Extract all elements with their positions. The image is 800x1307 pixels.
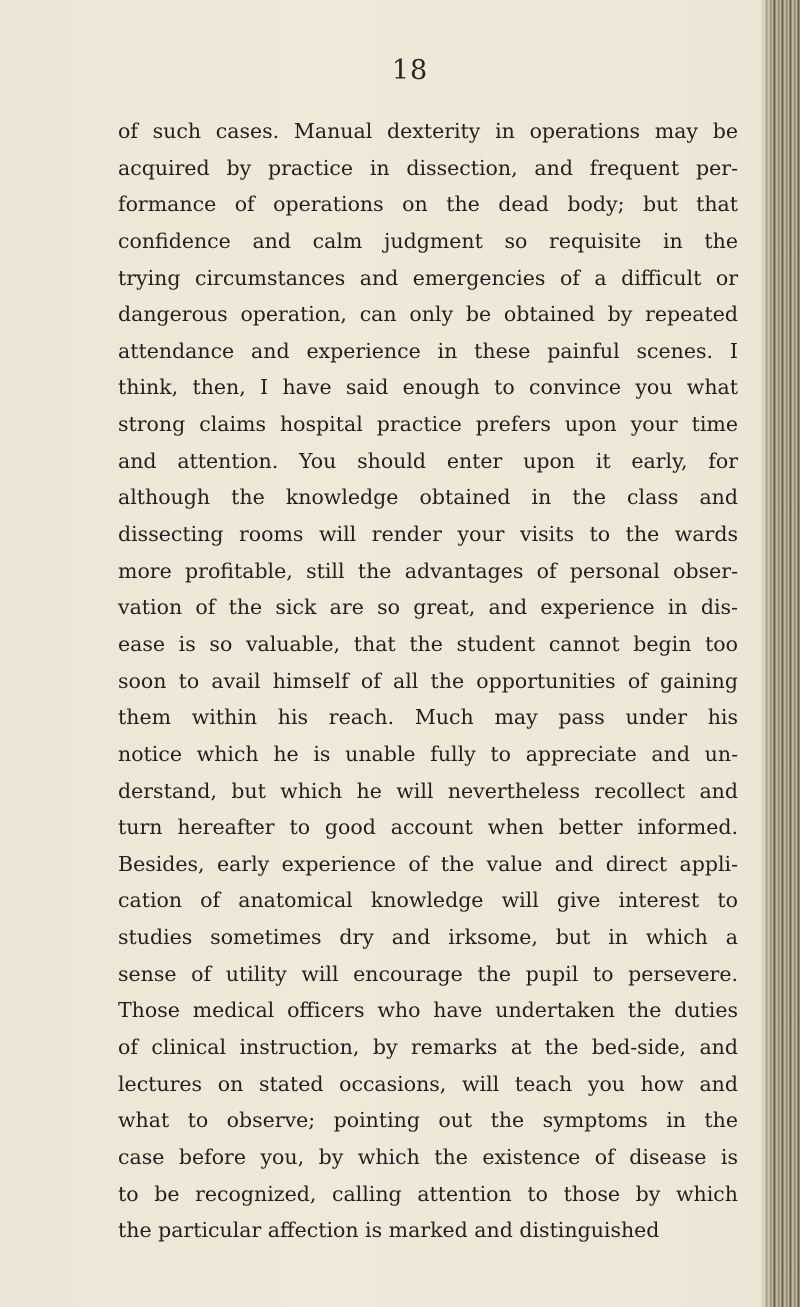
text-line: lectures on stated occasions, will teach you how and <box>118 1071 738 1096</box>
body-text <box>118 113 738 1249</box>
text-line: Besides, early experience of the value and direct appli- <box>118 851 738 876</box>
text-line: Those medical officers who have undertaken the duties <box>118 998 738 1023</box>
text-line: them within his reach. Much may pass under his <box>118 705 738 730</box>
text-line: notice which he is unable fully to appreciate and un- <box>118 741 738 766</box>
text-line: studies sometimes dry and irksome, but in which a <box>118 925 738 950</box>
text-line: confidence and calm judgment so requisite in the <box>118 228 738 253</box>
text-line: strong claims hospital practice prefers upon your time <box>118 412 738 437</box>
page-edge-stack <box>760 0 800 1307</box>
text-line: cation of anatomical knowledge will give interest to <box>118 888 738 913</box>
text-line: derstand, but which he will nevertheless recollect and <box>118 778 738 803</box>
text-line: case before you, by which the existence of disease is <box>118 1144 738 1169</box>
text-line: sense of utility will encourage the pupil to persevere. <box>118 961 738 986</box>
text-line: of clinical instruction, by remarks at the bed-side, and <box>118 1035 738 1060</box>
text-line: what to observe; pointing out the symptoms in the <box>118 1108 738 1133</box>
text-line: formance of operations on the dead body; but that <box>118 192 738 217</box>
text-line: ease is so valuable, that the student cannot begin too <box>118 631 738 656</box>
text-line: although the knowledge obtained in the class and <box>118 485 738 510</box>
text-line: dissecting rooms will render your visits to the wards <box>118 522 738 547</box>
text-line: to be recognized, calling attention to those by which <box>118 1181 738 1206</box>
text-line: vation of the sick are so great, and experience in dis- <box>118 595 738 620</box>
text-line: soon to avail himself of all the opportunities of gaining <box>118 668 738 693</box>
text-line: more profitable, still the advantages of personal obser- <box>118 558 738 583</box>
text-line: attendance and experience in these painful scenes. I <box>118 338 738 363</box>
text-line: of such cases. Manual dexterity in operations may be <box>118 119 738 143</box>
text-line: turn hereafter to good account when better informed. <box>118 815 738 840</box>
text-line: acquired by practice in dissection, and frequent per- <box>118 155 738 180</box>
text-line: think, then, I have said enough to convince you what <box>118 375 738 400</box>
page-number: 18 <box>391 55 429 86</box>
text-line: dangerous operation, can only be obtained by repeated <box>118 302 738 327</box>
text-line: trying circumstances and emergencies of a difficult or <box>118 265 738 290</box>
text-line: and attention. You should enter upon it early, for <box>118 448 738 473</box>
text-line: the particular affection is marked and distinguished <box>118 1218 660 1243</box>
